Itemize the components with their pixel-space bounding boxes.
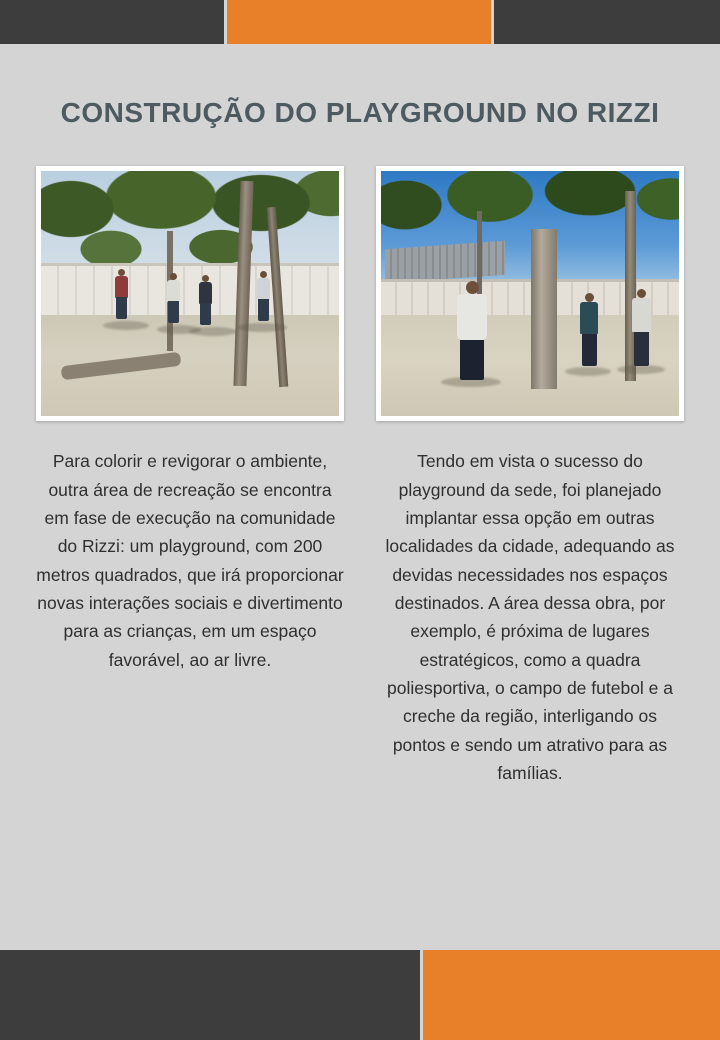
- photo-playground-rizzi-visit: [381, 171, 679, 416]
- photo-left-person-1: [113, 269, 129, 321]
- photo-right-person-2: [579, 293, 599, 367]
- column-right: [376, 166, 684, 805]
- person-head: [637, 289, 646, 298]
- column-left: [36, 166, 344, 805]
- photo-right-person-3: [631, 289, 651, 367]
- person-legs: [634, 332, 649, 366]
- person-body: [580, 302, 598, 334]
- top-bar-dark-left-segment: [0, 0, 224, 44]
- person-head: [466, 281, 479, 294]
- photo-left-wall: [41, 263, 339, 315]
- person-head: [170, 273, 177, 280]
- content-columns: [0, 166, 720, 805]
- photo-right-concrete-pillar: [531, 229, 557, 389]
- person-legs: [258, 299, 269, 321]
- photo-left-person-3: [197, 275, 213, 327]
- person-body: [257, 278, 270, 300]
- photo-right-person-front: [455, 281, 489, 377]
- person-legs: [582, 334, 597, 366]
- person-legs: [168, 301, 179, 323]
- person-body: [199, 282, 212, 304]
- photo-frame-left: [36, 166, 344, 421]
- top-bar-dark-right-segment: [494, 0, 720, 44]
- bottom-bar-dark-segment: [0, 950, 420, 1040]
- person-body: [115, 276, 128, 298]
- person-body: [457, 294, 487, 340]
- page-title: CONSTRUÇÃO DO PLAYGROUND NO RIZZI: [60, 97, 660, 128]
- top-bar-orange-segment: [227, 0, 491, 44]
- photo-left-person-4: [255, 271, 271, 323]
- photo-frame-right: [376, 166, 684, 421]
- person-head: [585, 293, 594, 302]
- person-head: [260, 271, 267, 278]
- photo-playground-rizzi-construction-site: [41, 171, 339, 416]
- person-legs: [460, 340, 484, 380]
- top-decorative-bar: [0, 0, 720, 44]
- bottom-decorative-bar: [0, 950, 720, 1040]
- person-body: [632, 298, 651, 332]
- caption-right: Tendo em vista o sucesso do playground da sede, foi planejado implantar essa opção em outras localidades da cidade, adequando as devidas necessidades nos espaços destinados. A área dessa obra, por exemplo, é próxima de lugares estratégicos, como a quadra poliesportiva, o campo de futebol e a creche da região, interligando os pontos e sendo um atrativo para as famílias.: [385, 451, 675, 783]
- person-head: [118, 269, 125, 276]
- bottom-bar-orange-segment: [423, 950, 720, 1040]
- person-legs: [200, 303, 211, 325]
- person-legs: [116, 297, 127, 319]
- photo-left-person-2: [165, 273, 181, 325]
- person-body: [167, 280, 180, 302]
- page-content: [0, 44, 720, 950]
- person-head: [202, 275, 209, 282]
- caption-left: Para colorir e revigorar o ambiente, outra área de recreação se encontra em fase de execução na comunidade do Rizzi: um playground, com 200 metros quadrados, que irá proporcionar novas interações sociais e divertimento para as crianças, em um espaço favorável, ao ar livre.: [36, 451, 344, 670]
